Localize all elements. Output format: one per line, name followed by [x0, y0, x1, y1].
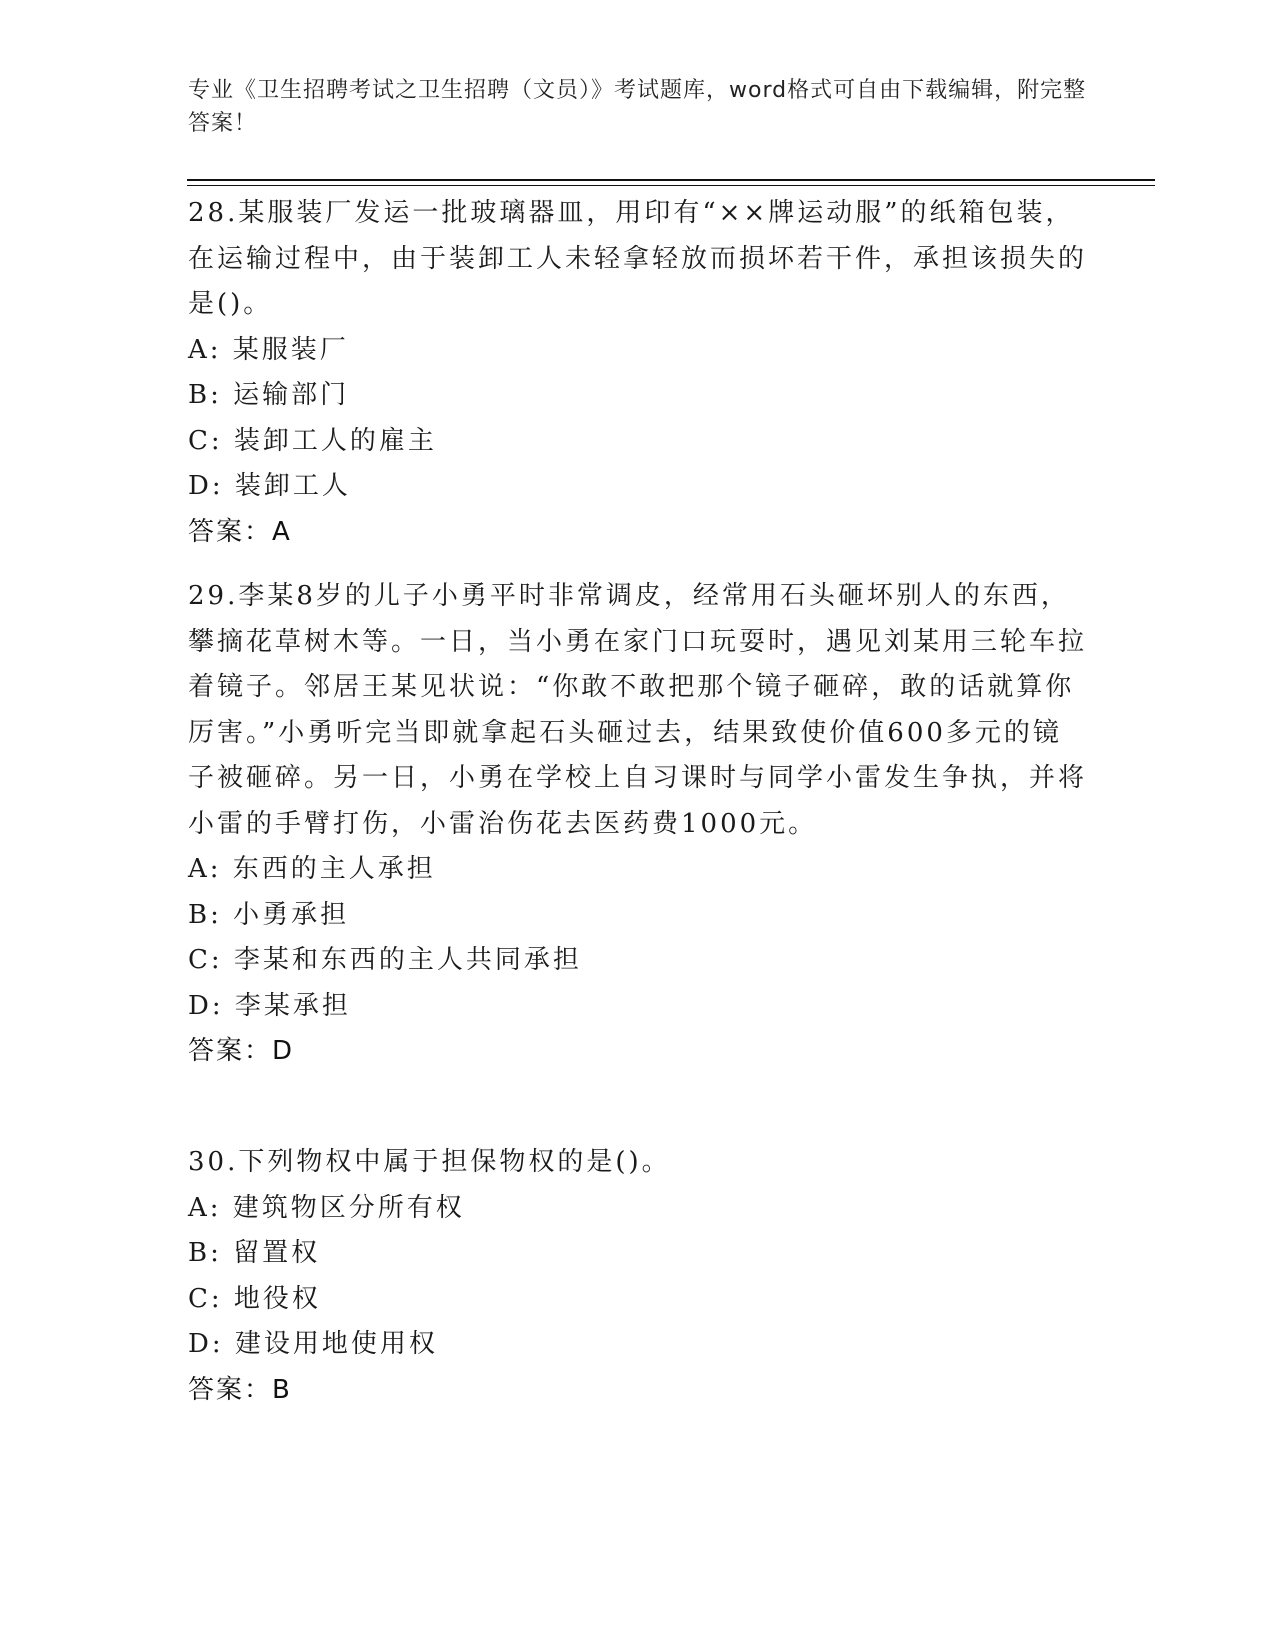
option-c: C: 装卸工人的雇主: [188, 425, 437, 456]
answer-line: 答案：B: [188, 1374, 292, 1405]
option-a: A: 东西的主人承担: [188, 854, 436, 884]
option-a: A: 某服装厂: [188, 334, 349, 365]
answer-line: 答案：D: [188, 1036, 295, 1066]
question-29: [188, 574, 1088, 1075]
option-c: C: 李某和东西的主人共同承担: [188, 945, 582, 975]
header-divider-thick: [187, 179, 1155, 181]
option-c: C: 地役权: [188, 1283, 321, 1314]
question-stem: 29.李某8岁的儿子小勇平时非常调皮，经常用石头砸坏别人的东西，攀摘花草树木等。一日，当小勇在家门口玩耍时，遇见刘某用三轮车拉着镜子。邻居王某见状说：“你敢不敢把那个镜子砸碎，敢的话就算你厉害。”小勇听完当即就拿起石头砸过去，结果致使价值600多元的镜子被砸碎。另一日，小勇在学校上自习课时与同学小雷发生争执，并将小雷的手臂打伤，小雷治伤花去医药费1000元。: [188, 581, 1088, 839]
header-divider-thin: [187, 185, 1155, 186]
option-d: D: 李某承担: [188, 990, 351, 1021]
option-b: B: 留置权: [188, 1238, 321, 1268]
option-b: B: 小勇承担: [188, 899, 350, 930]
document-header: 专业《卫生招聘考试之卫生招聘（文员）》考试题库，word格式可自由下载编辑，附完整答案！: [188, 78, 1087, 136]
answer-line: 答案：A: [188, 516, 292, 547]
question-stem: 30.下列物权中属于担保物权的是()。: [188, 1147, 671, 1177]
question-30: [188, 1140, 1088, 1413]
option-b: B: 运输部门: [188, 380, 350, 410]
question-28: [188, 191, 1088, 555]
option-a: A: 建筑物区分所有权: [188, 1192, 465, 1223]
option-d: D: 建设用地使用权: [188, 1329, 438, 1359]
question-stem: 28.某服装厂发运一批玻璃器皿，用印有“××牌运动服”的纸箱包装，在运输过程中，由于装卸工人未轻拿轻放而损坏若干件，承担该损失的是()。: [188, 198, 1088, 319]
option-d: D: 装卸工人: [188, 471, 351, 501]
